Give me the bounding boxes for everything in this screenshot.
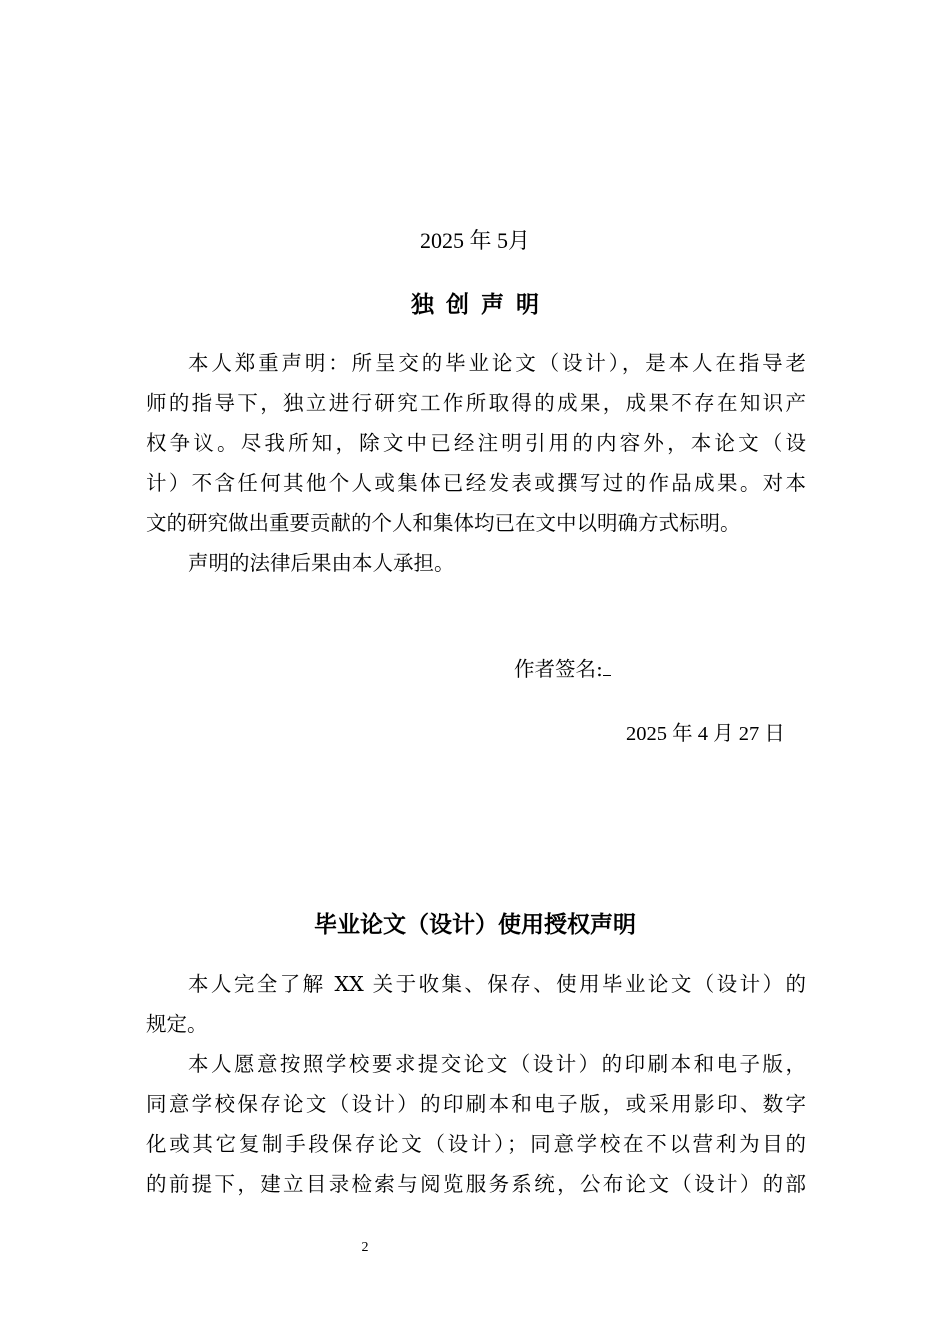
text-line: 权争议。尽我所知，除文中已经注明引用的内容外，本论文（设 (146, 431, 806, 455)
text-line: 文的研究做出重要贡献的个人和集体均已在文中以明确方式标明。 (146, 511, 741, 535)
text-line: 计）不含任何其他个人或集体已经发表或撰写过的作品成果。对本 (146, 471, 806, 495)
cover-date: 2025 年 5月 (419, 228, 530, 253)
page-number: 2 (361, 1240, 369, 1255)
authorization-title: 毕业论文（设计）使用授权声明 (314, 912, 636, 938)
authorization-paragraph-2 (146, 1044, 806, 1204)
signature-date: 2025 年 4 月 27 日 (626, 723, 785, 745)
authorization-paragraph-1 (146, 964, 806, 1044)
originality-paragraph-2 (146, 543, 806, 583)
originality-title: 独创声明 (411, 292, 551, 318)
text-line: 本人郑重声明：所呈交的毕业论文（设计），是本人在指导老 (188, 351, 806, 375)
signature-line (603, 657, 611, 676)
text-line: 本人愿意按照学校要求提交论文（设计）的印刷本和电子版， (188, 1052, 806, 1076)
text-line: 的前提下，建立目录检索与阅览服务系统，公布论文（设计）的部 (146, 1172, 806, 1196)
text-line: 声明的法律后果由本人承担。 (188, 551, 455, 575)
text-line: 化或其它复制手段保存论文（设计）；同意学校在不以营利为目的 (146, 1132, 806, 1156)
originality-paragraph-1 (146, 343, 806, 543)
text-line: 师的指导下，独立进行研究工作所取得的成果，成果不存在知识产 (146, 391, 806, 415)
text-line: 本人完全了解 XX 关于收集、保存、使用毕业论文（设计）的 (188, 972, 806, 996)
author-signature (514, 653, 611, 685)
text-line: 规定。 (146, 1012, 208, 1036)
signature-label: 作者签名: (514, 657, 603, 681)
text-line: 同意学校保存论文（设计）的印刷本和电子版，或采用影印、数字 (146, 1092, 806, 1116)
